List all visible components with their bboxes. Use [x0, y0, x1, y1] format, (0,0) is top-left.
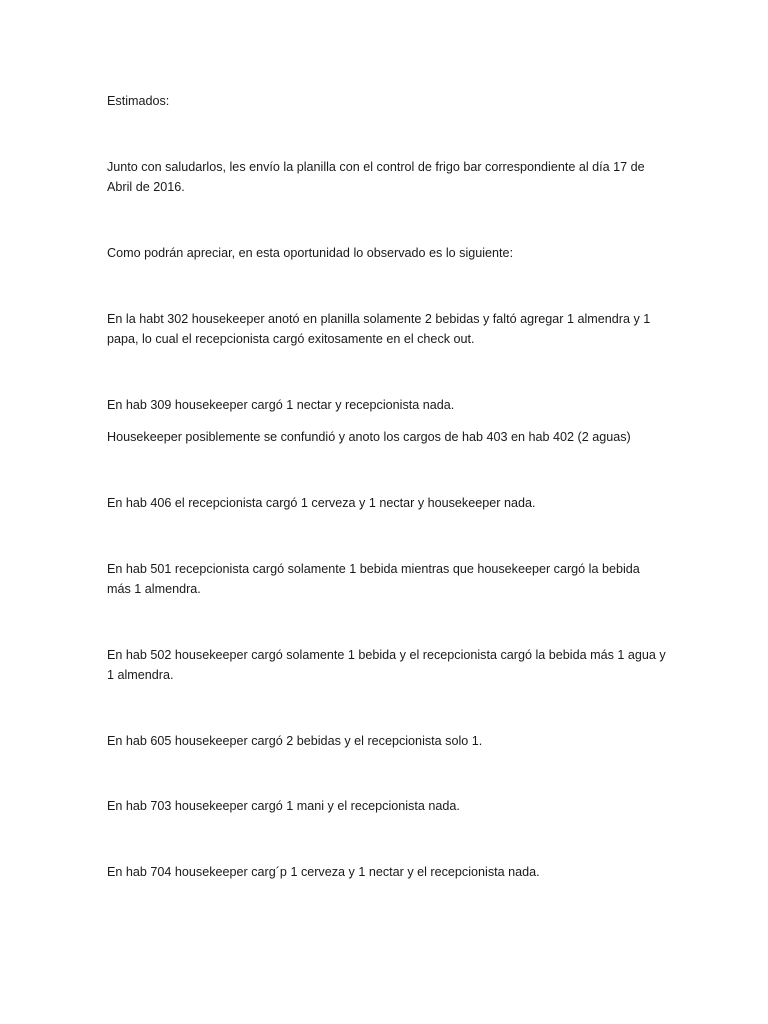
paragraph-room-605: En hab 605 housekeeper cargó 2 bebidas y el recepcionista solo 1. [107, 734, 483, 748]
paragraph-room-302: En la habt 302 housekeeper anotó en planilla solamente 2 bebidas y faltó agregar 1 almendra y 1 papa, lo cual el recepcionista cargó exitosamente en el check out. [107, 312, 651, 346]
paragraph-room-502: En hab 502 housekeeper cargó solamente 1 bebida y el recepcionista cargó la bebida más 1 agua y 1 almendra. [107, 648, 666, 682]
paragraph-room-309: En hab 309 housekeeper cargó 1 nectar y recepcionista nada. [107, 398, 455, 412]
paragraph-room-403-402: Housekeeper posiblemente se confundió y anoto los cargos de hab 403 en hab 402 (2 aguas) [107, 430, 631, 444]
paragraph-room-703: En hab 703 housekeeper cargó 1 mani y el recepcionista nada. [107, 799, 460, 813]
paragraph-observation-lead: Como podrán apreciar, en esta oportunidad lo observado es lo siguiente: [107, 246, 514, 260]
paragraph-room-501: En hab 501 recepcionista cargó solamente 1 bebida mientras que housekeeper cargó la bebida más 1 almendra. [107, 562, 640, 596]
paragraph-room-704: En hab 704 housekeeper carg´p 1 cerveza y 1 nectar y el recepcionista nada. [107, 865, 540, 879]
paragraph-intro: Junto con saludarlos, les envío la planilla con el control de frigo bar correspondiente al día 17 de Abril de 2016. [107, 160, 645, 194]
paragraph-room-406: En hab 406 el recepcionista cargó 1 cerveza y 1 nectar y housekeeper nada. [107, 496, 536, 510]
greeting: Estimados: [107, 94, 170, 108]
